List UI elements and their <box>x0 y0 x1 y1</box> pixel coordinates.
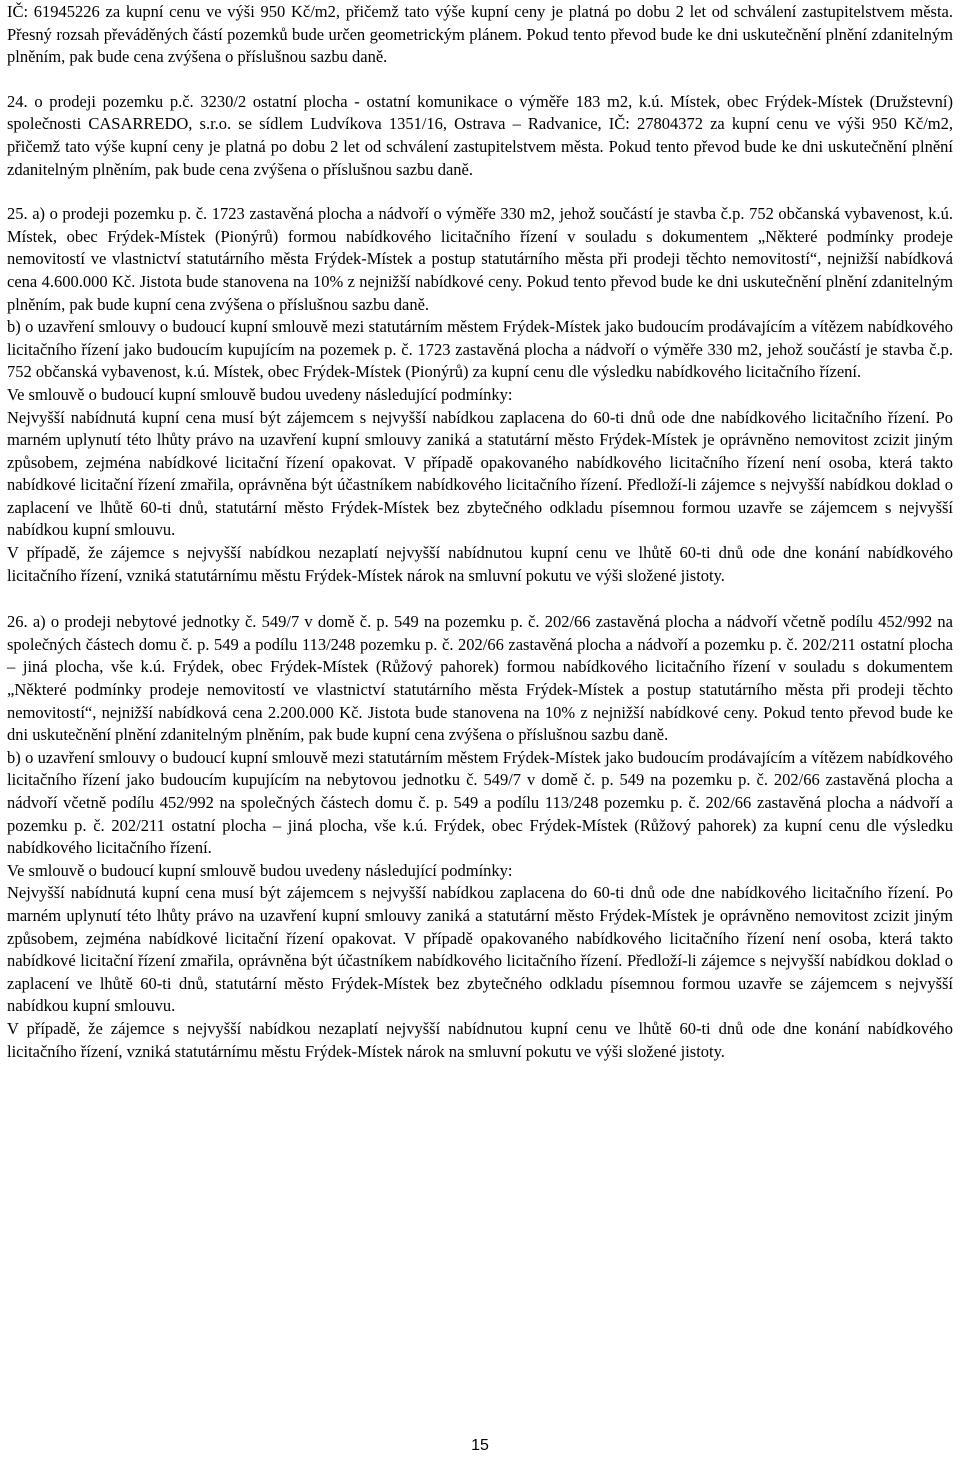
item-25-condition-2: V případě, že zájemce s nejvyšší nabídkou nezaplatí nejvyšší nabídnutou kupní cenu ve lhůtě 60-ti dnů ode dne konání nabídkového licitačního řízení, vzniká statutárnímu městu Frýdek-Místek nárok na smluvní pokutu ve výši složené jistoty. <box>7 543 953 585</box>
item-25a-paragraph: 25. a) o prodeji pozemku p. č. 1723 zastavěná plocha a nádvoří o výměře 330 m2, jehož součástí je stavba č.p. 752 občanská vybavenost, k.ú. Místek, obec Frýdek-Místek (Pionýrů) formou nabídkového licitačního řízení v souladu s dokumentem „Některé podmínky prodeje nemovitostí ve vlastnictví statutárního města Frýdek-Místek a postup statutárního města při prodeji těchto nemovitostí“, nejnižší nabídková cena 4.600.000 Kč. Jistota bude stanovena na 10% z nejnižší nabídkové ceny. Pokud tento převod bude ke dni uskutečnění plnění zdanitelným plněním, pak bude kupní cena zvýšena o příslušnou sazbu daně. <box>7 204 953 314</box>
paragraph-spacer <box>7 181 953 203</box>
item-25-condition-1: Nejvyšší nabídnutá kupní cena musí být zájemcem s nejvyšší nabídkou zaplacena do 60-ti dnů ode dne nabídkového licitačního řízení. Po marném uplynutí této lhůty právo na uzavření kupní smlouvy zaniká a statutární město Frýdek-Místek je oprávněno nemovitost zcizit jiným způsobem, zejména nabídkové licitační řízení opakovat. V případě opakovaného nabídkového licitačního řízení není osoba, která takto nabídkové licitační řízení zmařila, oprávněna být účastníkem nabídkového licitačního řízení. Předloží-li zájemce s nejvyšší nabídkou doklad o zaplacení ve lhůtě 60-ti dnů, statutární město Frýdek-Místek bez zbytečného odkladu písemnou formou uzavře se zájemcem s nejvyšší nabídkou kupní smlouvu. <box>7 407 953 540</box>
item-25-conditions-intro: Ve smlouvě o budoucí kupní smlouvě budou uvedeny následující podmínky: <box>7 384 513 404</box>
paragraph-spacer <box>7 587 953 611</box>
document-page <box>7 1 953 1063</box>
item-26-condition-2: V případě, že zájemce s nejvyšší nabídkou nezaplatí nejvyšší nabídnutou kupní cenu ve lhůtě 60-ti dnů ode dne konání nabídkového licitačního řízení, vzniká statutárnímu městu Frýdek-Místek nárok na smluvní pokutu ve výši složené jistoty. <box>7 1018 953 1061</box>
item-26-condition-1: Nejvyšší nabídnutá kupní cena musí být zájemcem s nejvyšší nabídkou zaplacena do 60-ti dnů ode dne nabídkového licitačního řízení. Po marném uplynutí této lhůty právo na uzavření kupní smlouvy zaniká a statutární město Frýdek-Místek je oprávněno nemovitost zcizit jiným způsobem, zejména nabídkové licitační řízení opakovat. V případě opakovaného nabídkového licitačního řízení není osoba, která takto nabídkové licitační řízení zmařila, oprávněna být účastníkem nabídkového licitačního řízení. Předloží-li zájemce s nejvyšší nabídkou doklad o zaplacení ve lhůtě 60-ti dnů, statutární město Frýdek-Místek bez zbytečného odkladu písemnou formou uzavře se zájemcem s nejvyšší nabídkou kupní smlouvu. <box>7 883 953 1016</box>
item-26a-paragraph: 26. a) o prodeji nebytové jednotky č. 549/7 v domě č. p. 549 na pozemku p. č. 202/66 zastavěná plocha a nádvoří včetně podílu 452/992 na společných částech domu č. p. 549 a podílu 113/248 pozemku p. č. 202/66 zastavěná plocha a nádvoří a pozemku p. č. 202/211 ostatní plocha – jiná plocha, vše k.ú. Frýdek, obec Frýdek-Místek (Růžový pahorek) formou nabídkového licitačního řízení v souladu s dokumentem „Některé podmínky prodeje nemovitostí ve vlastnictví statutárního města Frýdek-Místek a postup statutárního města při prodeji těchto nemovitostí“, nejnižší nabídková cena 2.200.000 Kč. Jistota bude stanovena na 10% z nejnižší nabídkové ceny. Pokud tento převod bude ke dni uskutečnění plnění zdanitelným plněním, pak bude kupní cena zvýšena o příslušnou sazbu daně. <box>7 612 953 745</box>
item-24-paragraph: 24. o prodeji pozemku p.č. 3230/2 ostatní plocha - ostatní komunikace o výměře 183 m2, k.ú. Místek, obec Frýdek-Místek (Družstevní) společnosti CASARREDO, s.r.o. se sídlem Ludvíkova 1351/16, Ostrava – Radvanice, IČ: 27804372 za kupní cenu ve výši 950 Kč/m2, přičemž tato výše kupní ceny je platná po dobu 2 let od schválení zastupitelstvem města. Pokud tento převod bude ke dni uskutečnění plnění zdanitelným plněním, pak bude cena zvýšena o příslušnou sazbu daně. <box>7 91 953 179</box>
intro-paragraph: IČ: 61945226 za kupní cenu ve výši 950 Kč/m2, přičemž tato výše kupní ceny je platná po dobu 2 let od schválení zastupitelstvem města. Přesný rozsah převáděných částí pozemků bude určen geometrickým plánem. Pokud tento převod bude ke dni uskutečnění plnění zdanitelným plněním, pak bude cena zvýšena o příslušnou sazbu daně. <box>7 2 953 67</box>
item-25b-paragraph: b) o uzavření smlouvy o budoucí kupní smlouvě mezi statutárním městem Frýdek-Místek jako budoucím prodávajícím a vítězem nabídkového licitačního řízení jako budoucím kupujícím na pozemek p. č. 1723 zastavěná plocha a nádvoří o výměře 330 m2, jehož součástí je stavba č.p. 752 občanská vybavenost, k.ú. Místek, obec Frýdek-Místek (Pionýrů) za kupní cenu dle výsledku nabídkového licitačního řízení. <box>7 317 953 382</box>
paragraph-spacer <box>7 69 953 91</box>
item-26-conditions-intro: Ve smlouvě o budoucí kupní smlouvě budou uvedeny následující podmínky: <box>7 860 513 880</box>
page-number: 15 <box>471 1437 489 1454</box>
item-26b-paragraph: b) o uzavření smlouvy o budoucí kupní smlouvě mezi statutárním městem Frýdek-Místek jako budoucím prodávajícím a vítězem nabídkového licitačního řízení jako budoucím kupujícím na nebytovou jednotku č. 549/7 v domě č. p. 549 na pozemku p. č. 202/66 zastavěná plocha a nádvoří včetně podílu 452/992 na společných částech domu č. p. 549 a podílu 113/248 pozemku p. č. 202/66 zastavěná plocha a nádvoří a pozemku p. č. 202/211 ostatní plocha – jiná plocha, vše k.ú. Frýdek, obec Frýdek-Místek (Růžový pahorek) za kupní cenu dle výsledku nabídkového licitačního řízení. <box>7 747 953 858</box>
